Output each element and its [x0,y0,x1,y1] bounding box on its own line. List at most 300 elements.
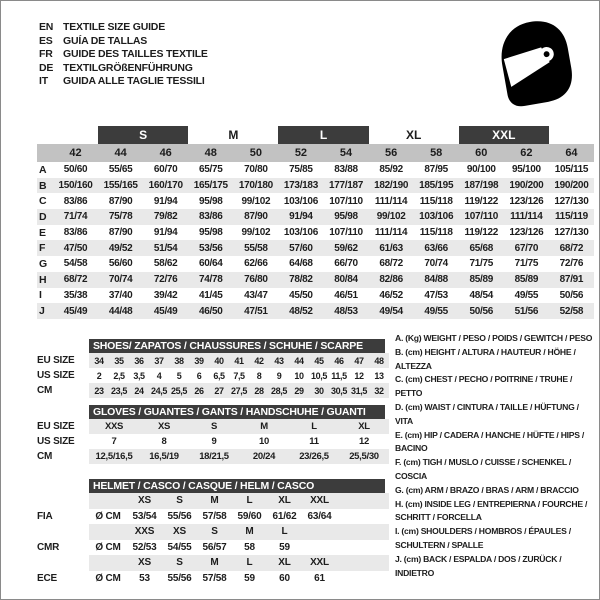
measurement-cell: 43/47 [244,289,268,301]
shoes-cell: 10 [294,370,304,381]
shoes-cell: 37 [149,353,169,368]
helmet-value-cell: 53/54 [132,510,157,522]
measurement-cell: 90/100 [466,164,496,176]
legend-item: F. (cm) TIGH / MUSLO / CUISSE / SCHENKEL / COSCIA [395,457,572,481]
shoes-cell: 38 [169,353,189,368]
measurement-row-label: G [39,257,48,270]
shoes-cell: 39 [189,353,209,368]
helmet-size-cell: XL [267,555,302,571]
helmet-value-cell: 56/57 [202,541,227,553]
helmet-value-filler [337,571,389,587]
size-group-cell: XXL [459,126,549,144]
measurement-cell: 59/62 [334,242,358,254]
measurement-cell: 99/102 [241,227,271,239]
measurement-row-label: B [39,179,47,192]
language-title: GUIDA ALLE TAGLIE TESSILI [63,75,205,88]
size-group-cell: S [98,126,188,144]
language-code: EN [39,21,54,33]
helmet-size-cell: L [232,493,267,509]
measurement-row [37,240,594,256]
language-code: IT [39,75,48,88]
helmet-table [37,479,389,586]
size-header-cell: 58 [430,147,443,159]
gloves-row-label: EU SIZE [37,421,75,432]
measurement-cell: 68/72 [559,242,584,254]
shoes-cell: 24 [129,383,149,398]
size-group-cell: M [228,128,239,142]
measurement-cell: 182/190 [374,180,409,192]
shoes-row-label: EU SIZE [37,355,75,366]
measurement-cell: 107/110 [464,211,499,223]
shoes-rows [37,353,389,398]
gloves-title-bar: GLOVES / GUANTES / GANTS / HANDSCHUHE / GUANTI [89,405,385,419]
measurement-cell: 55/58 [244,242,268,254]
helmet-size-cell: XL [267,493,302,509]
measurement-cell: 83/86 [63,227,88,239]
measurement-cell: 111/114 [510,211,543,223]
helmet-unit-spacer [89,493,127,509]
helmet-value-cell [302,540,337,556]
helmet-value-cell: 61/62 [272,510,297,522]
helmet-size-filler [337,493,389,509]
helmet-size-cell: S [162,555,197,571]
measurement-cell: 62/66 [244,258,268,270]
size-header-cell: 52 [294,147,308,159]
measurement-cell: 47/53 [424,289,448,301]
measurement-cell: 155/165 [103,180,138,192]
measurement-cell: 39/42 [153,289,178,301]
measurement-cell: 83/86 [63,195,88,207]
measurement-row [37,225,594,241]
helmet-unit-label: Ø CM [95,541,121,553]
helmet-size-cell: XXS [127,524,162,540]
shoes-cell: 8 [256,370,262,381]
measurement-cell: 91/94 [153,195,178,207]
helmet-standard-label: CMR [37,541,60,553]
gloves-cell: 9 [211,436,217,447]
helmet-size-cell: XXL [302,555,337,571]
shoes-cell: 6 [196,370,202,381]
measurement-cell: 71/75 [514,258,539,270]
size-group-cell: L [278,126,368,144]
measurement-row [37,303,594,319]
size-header-cell: 48 [204,147,217,159]
measurement-row [37,193,594,209]
gloves-cell: M [239,419,289,434]
legend-item: I. (cm) SHOULDERS / HOMBROS / ÉPAULES / SCHULTERN / SPALLE [395,526,571,550]
helmet-value-cell: 59 [244,572,255,584]
shoes-cell: 2,5 [113,370,125,381]
helmet-unit-spacer [89,555,127,571]
shoes-cell: 36 [129,353,149,368]
legend-item: E. (cm) HIP / CADERA / HANCHE / HÜFTE / HIPS / BACINO [395,429,585,454]
measurement-cell: 51/56 [514,305,539,317]
measurement-cell: 51/54 [153,242,178,254]
measurement-cell: 61/63 [379,242,403,254]
helmet-size-row-spacer [37,493,89,509]
shoes-cell: 26 [189,383,209,398]
measurement-cell: 71/74 [63,211,88,223]
measurement-row [37,256,594,272]
shoes-cell: 25,5 [169,383,189,398]
measurement-cell: 115/118 [419,227,453,239]
shoes-cell: 30,5 [329,383,349,398]
measurement-cell: 87/91 [559,274,584,286]
size-group-cell [549,126,594,144]
measurement-cell: 150/160 [58,180,93,192]
legend-item: H. (cm) INSIDE LEG / ENTREPIERNA / FOURCHE / SCHRITT / FORCELLA [395,498,588,523]
language-code: ES [39,34,53,47]
measurement-cell: 82/86 [379,274,403,286]
language-title: GUIDE DES TAILLES TEXTILE [63,48,208,61]
size-header-cell: 50 [249,147,262,159]
measurement-cell: 173/183 [283,180,318,192]
helmet-sections [37,493,389,586]
shoes-cell: 31,5 [349,383,369,398]
measurement-cell: 48/54 [469,289,494,301]
helmet-size-cell: XS [127,493,162,509]
measurement-cell: 66/70 [334,258,358,270]
measurement-cell: 41/45 [199,289,223,301]
measurement-cell: 103/106 [419,211,454,223]
measurement-cell: 84/88 [424,274,448,286]
measurement-row [37,272,594,288]
helmet-standard-label: ECE [37,572,57,584]
helmet-unit-spacer [89,524,127,540]
helmet-value-cell: 58 [244,541,255,553]
measurement-cell: 107/110 [329,227,363,239]
measurement-cell: 50/60 [63,164,88,176]
measurement-cell: 111/114 [374,227,408,239]
helmet-size-cell: M [197,555,232,571]
shoes-cell: 27,5 [229,383,249,398]
language-list [39,21,208,89]
measurement-cell: 68/72 [379,258,403,270]
measurement-cell: 50/56 [469,305,494,317]
helmet-size-cell: L [232,555,267,571]
helmet-size-row-spacer [37,524,89,540]
measurement-row-label: D [39,210,47,223]
measurement-cell: 99/102 [376,211,406,223]
legend-item: G. (cm) ARM / BRAZO / BRAS / ARM / BRACCIO [395,484,579,495]
shoes-cell: 40 [209,353,229,368]
helmet-standard-label: FIA [37,510,53,522]
measurement-cell: 111/114 [374,195,408,207]
language-row [39,21,208,35]
measurement-cell: 35/38 [63,289,88,301]
language-title: GUÍA DE TALLAS [63,34,148,47]
helmet-size-row-spacer [37,555,89,571]
measurement-cell: 76/80 [244,274,268,286]
helmet-title-bar: HELMET / CASCO / CASQUE / HELM / CASCO [89,479,385,493]
helmet-size-cell: S [162,493,197,509]
measurement-cell: 99/102 [241,195,271,207]
measurement-cell: 85/89 [469,274,494,286]
measurement-cell: 74/78 [199,274,223,286]
measurement-cell: 72/76 [559,258,584,270]
measurement-legend [395,332,593,580]
gloves-cell: 18/21,5 [189,449,239,464]
gloves-cell: S [189,419,239,434]
helmet-value-row [37,571,389,587]
helmet-value-cell: 53 [139,572,150,584]
gloves-cell: XXS [89,419,139,434]
shoes-cell: 44 [289,353,309,368]
helmet-value-cell: 55/56 [167,572,192,584]
helmet-value-cell: 63/64 [307,510,332,522]
measurement-cell: 95/98 [334,211,358,223]
measurement-cell: 70/74 [108,274,133,286]
measurement-cell: 160/170 [148,180,183,192]
measurement-cell: 79/82 [153,211,178,223]
measurement-cell: 65/68 [469,242,494,254]
measurement-row-label: I [39,289,42,302]
measurement-cell: 49/52 [108,242,133,254]
measurement-row [37,162,594,178]
measurement-cell: 119/122 [464,227,499,239]
shoes-table [37,339,389,398]
measurement-cell: 45/49 [63,305,88,317]
measurement-cell: 105/115 [554,164,589,176]
textile-rows [37,162,594,319]
measurement-cell: 83/88 [334,164,358,176]
measurement-cell: 55/65 [108,164,133,176]
shoes-cell: 3,5 [133,370,145,381]
measurement-cell: 95/98 [199,195,223,207]
measurement-cell: 71/75 [469,258,494,270]
helmet-value-cell: 52/53 [132,541,157,553]
measurement-cell: 95/98 [199,227,223,239]
gloves-row-label: CM [37,451,53,462]
measurement-cell: 119/122 [464,195,499,207]
helmet-value-cell: 55/56 [167,510,192,522]
legend-item: A. (Kg) WEIGHT / PESO / POIDS / GEWITCH / PESO [395,333,593,343]
size-group-spacer [37,126,53,144]
shoes-cell: 12 [354,370,364,381]
size-header-cell: 44 [114,147,127,159]
measurement-cell: 57/60 [289,242,313,254]
measurement-cell: 46/52 [379,289,403,301]
shoes-cell: 27 [209,383,229,398]
gloves-cell: 16,5/19 [139,449,189,464]
shoes-row-label: CM [37,385,53,396]
shoes-cell: 2 [96,370,102,381]
measurement-cell: 58/62 [153,258,178,270]
helmet-value-row [37,540,389,556]
size-header-cell: 60 [475,147,488,159]
legend-item: B. (cm) HEIGHT / ALTURA / HAUTEUR / HÖHE / ALTEZZA [395,346,576,371]
measurement-cell: 53/56 [199,242,223,254]
gloves-cell: 23/26,5 [289,449,339,464]
gloves-cell: 12,5/16,5 [89,449,139,464]
gloves-cell: XS [139,419,189,434]
measurement-cell: 87/95 [424,164,448,176]
measurement-cell: 187/198 [464,180,499,192]
language-title: TEXTILGRÖßENFÜHRUNG [63,61,193,74]
helmet-size-cell [302,524,337,540]
measurement-cell: 45/50 [289,289,313,301]
helmet-value-cell: 54/55 [167,541,192,553]
shoes-cell: 34 [89,353,109,368]
measurement-cell: 85/92 [379,164,403,176]
measurement-cell: 177/187 [329,180,364,192]
shoes-cell: 28,5 [269,383,289,398]
measurement-cell: 91/94 [153,227,178,239]
gloves-cell: 11 [309,436,319,447]
measurement-cell: 127/130 [554,227,589,239]
measurement-cell: 65/75 [199,164,223,176]
size-header-cell: 62 [520,147,533,159]
measurement-cell: 52/58 [559,305,584,317]
measurement-cell: 56/60 [108,258,133,270]
size-header-cell: 64 [565,147,578,159]
measurement-cell: 75/78 [108,211,133,223]
gloves-cell: XL [339,419,389,434]
measurement-row [37,288,594,304]
measurement-cell: 45/49 [153,305,178,317]
measurement-cell: 107/110 [329,195,363,207]
helmet-value-cell: 59/60 [237,510,262,522]
measurement-cell: 48/53 [334,305,358,317]
measurement-cell: 50/56 [559,289,584,301]
shoes-cell: 5 [176,370,182,381]
measurement-cell: 103/106 [283,227,318,239]
size-header-row [37,144,594,162]
legend-item: D. (cm) WAIST / CINTURA / TAILLE / HÜFTUNG / VITA [395,401,579,426]
gloves-cell: 7 [111,436,117,447]
shoes-cell: 42 [249,353,269,368]
legend-item: J. (cm) BACK / ESPALDA / DOS / ZURÜCK / INDIETRO [395,553,562,578]
shoes-cell: 11,5 [331,370,347,381]
gloves-cell: 10 [259,436,269,447]
measurement-cell: 70/74 [424,258,448,270]
size-group-cell: XL [405,128,422,142]
language-code: FR [39,48,53,61]
measurement-cell: 95/100 [511,164,541,176]
gloves-cell: 8 [161,436,167,447]
measurement-cell: 47/51 [244,305,268,317]
measurement-cell: 60/70 [153,164,178,176]
size-group-cell [53,126,98,144]
helmet-size-cell: XXL [302,493,337,509]
helmet-size-filler [337,524,389,540]
measurement-cell: 87/90 [244,211,268,223]
measurement-cell: 123/126 [509,227,544,239]
measurement-cell: 37/40 [108,289,133,301]
shoes-cell: 9 [276,370,282,381]
shoes-cell: 6,5 [213,370,225,381]
size-header-cell: 54 [339,147,353,159]
helmet-size-cell: M [197,493,232,509]
shoes-cell: 47 [349,353,369,368]
measurement-cell: 47/50 [63,242,88,254]
helmet-unit-label: Ø CM [95,572,121,584]
shoes-row [37,368,389,383]
size-header-cell: 46 [159,147,172,159]
measurement-cell: 185/195 [419,180,454,192]
measurement-cell: 48/52 [289,305,313,317]
measurement-cell: 70/80 [244,164,268,176]
helmet-value-cell: 61 [314,572,325,584]
shoes-cell: 13 [374,370,384,381]
shoes-cell: 23 [89,383,109,398]
measurement-cell: 46/50 [199,305,223,317]
language-row [39,62,208,76]
legend-item: C. (cm) CHEST / PECHO / POITRINE / TRUHE / PETTO [395,374,573,399]
measurement-cell: 80/84 [334,274,358,286]
measurement-cell: 190/200 [554,180,589,192]
measurement-cell: 54/58 [63,258,88,270]
shoes-cell: 24,5 [149,383,169,398]
measurement-row-label: A [39,163,47,176]
helmet-size-cell: XS [162,524,197,540]
shoes-cell: 35 [109,353,129,368]
measurement-cell: 83/86 [199,211,223,223]
helmet-size-cell: XS [127,555,162,571]
size-header-cell: 56 [384,147,398,159]
measurement-cell: 64/68 [289,258,313,270]
gloves-row-label: US SIZE [37,436,75,447]
measurement-cell: 103/106 [283,195,318,207]
helmet-size-row [37,493,389,509]
measurement-cell: 44/48 [108,305,133,317]
language-row [39,35,208,49]
shoes-cell: 23,5 [109,383,129,398]
measurement-cell: 165/175 [193,180,228,192]
measurement-cell: 68/72 [63,274,88,286]
shoes-cell: 45 [309,353,329,368]
shoes-cell: 7,5 [233,370,245,381]
helmet-value-filler [337,540,389,556]
shoes-row [37,353,389,368]
helmet-value-filler [337,509,389,525]
gloves-cell: 12 [359,436,369,447]
measurement-cell: 63/66 [424,242,448,254]
measurement-row-label: H [39,273,47,286]
measurement-row [37,178,594,194]
gloves-table [37,405,389,464]
measurement-cell: 85/89 [514,274,539,286]
helmet-value-cell: 60 [279,572,290,584]
measurement-cell: 115/118 [419,195,453,207]
helmet-size-row [37,524,389,540]
shoes-row [37,383,389,398]
language-title: TEXTILE SIZE GUIDE [63,21,165,33]
shoes-cell: 48 [369,353,389,368]
helmet-size-cell: M [232,524,267,540]
measurement-cell: 170/180 [238,180,273,192]
measurement-cell: 123/126 [509,195,544,207]
shoes-cell: 43 [269,353,289,368]
measurement-row [37,209,594,225]
shoes-cell: 46 [329,353,349,368]
measurement-row-label: F [39,242,46,255]
measurement-cell: 67/70 [514,242,539,254]
measurement-cell: 127/130 [554,195,589,207]
measurement-cell: 72/76 [153,274,178,286]
language-row [39,75,208,89]
gloves-row [37,449,389,464]
measurement-cell: 190/200 [509,180,544,192]
helmet-value-row [37,509,389,525]
measurement-cell: 91/94 [289,211,313,223]
textile-size-table [37,126,594,319]
gloves-rows [37,419,389,464]
measurement-cell: 75/85 [289,164,313,176]
helmet-size-filler [337,555,389,571]
measurement-cell: 87/90 [108,227,133,239]
size-group-row [37,126,594,144]
